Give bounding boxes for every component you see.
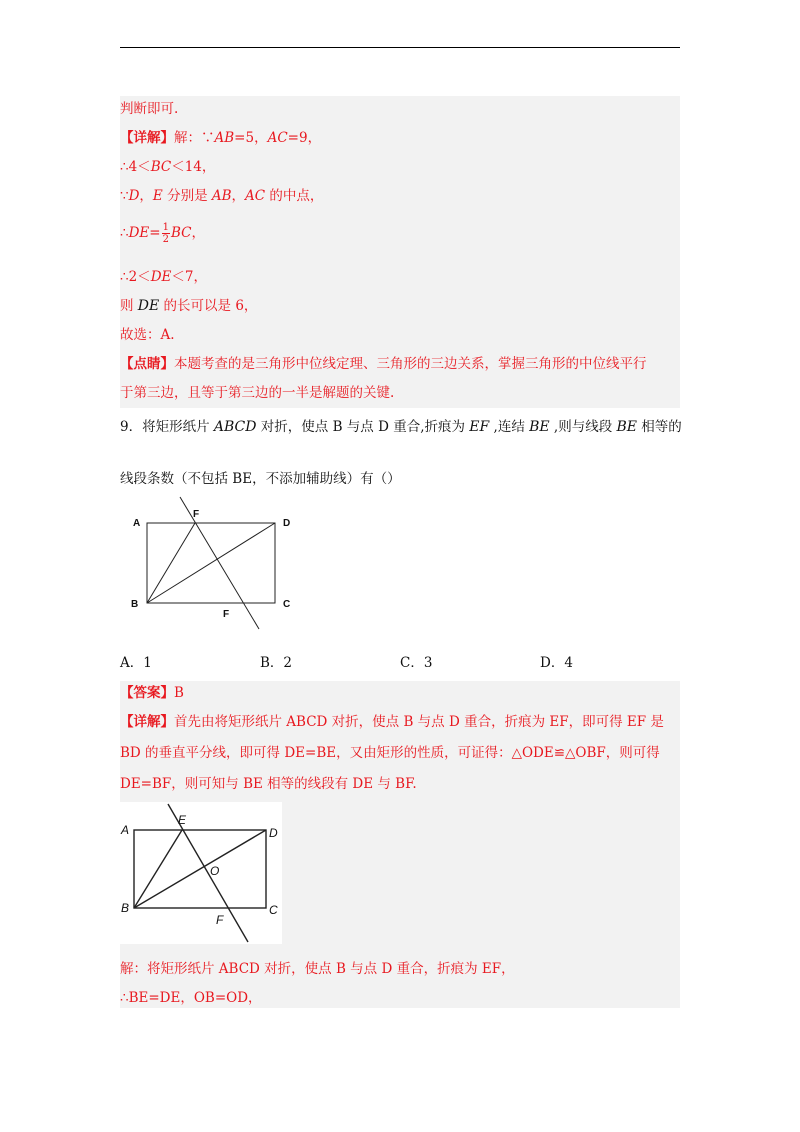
label-b-2: B (121, 901, 130, 915)
question-9-line-2: 线段条数（不包括 BE，不添加辅助线）有（） (120, 471, 401, 487)
answer-line (120, 684, 184, 702)
solution-line-2: 【详解】解：∵AB=5，AC=9， (120, 130, 322, 146)
label-e: E (178, 813, 187, 827)
fold-line (180, 497, 259, 629)
segment-bf-top (147, 523, 195, 603)
comment-tag: 【点睛】 (120, 356, 174, 372)
solution-line-4: ∵D，E 分别是 AB，AC 的中点， (120, 188, 324, 204)
answer-solution-line-2: ∴BE=DE，OB=OD， (120, 990, 262, 1006)
label-f: F (216, 913, 224, 927)
answer-detail-line-1: 【详解】首先由将矩形纸片 ABCD 对折，使点 B 与点 D 重合，折痕为 EF，即可得 EF 是 (120, 714, 664, 730)
answer-figure (120, 802, 282, 944)
solution-line-9: 【点睛】本题考查的是三角形中位线定理、三角形的三边关系，掌握三角形的中位线平行 (120, 356, 647, 372)
label-d: D (283, 518, 291, 529)
answer-value: B (174, 685, 184, 701)
choice-a: A．1 (120, 655, 152, 671)
answer-detail-line-3: DE=BF，则可知与 BE 相等的线段有 DE 与 BF. (120, 776, 417, 792)
label-c: C (283, 599, 291, 610)
solution-line-8: 故选：A. (120, 327, 175, 343)
question-9-line-1: 9．将矩形纸片 ABCD 对折，使点 B 与点 D 重合,折痕为 EF ,连结 BE ,则与线段 BE 相等的 (120, 419, 682, 435)
solution-line-6: ∴2＜DE＜7， (120, 269, 207, 285)
label-a: A (133, 518, 141, 529)
solution-line-10: 于第三边，且等于第三边的一半是解题的关键. (120, 385, 395, 401)
answer-detail-line-2: BD 的垂直平分线，即可得 DE=BE，又由矩形的性质，可证得：△ODE≌△OBF，则可得 (120, 745, 660, 761)
solution-line-3: ∴4＜BC＜14， (120, 159, 216, 175)
label-a-2: A (121, 823, 130, 837)
question-figure (125, 495, 310, 635)
answer-detail-tag: 【详解】 (120, 714, 174, 730)
label-o: O (210, 864, 220, 878)
solution-line-7: 则 DE 的长可以是 6， (120, 298, 258, 314)
diagonal-bd (147, 523, 275, 603)
answer-solution-line-1: 解：将矩形纸片 ABCD 对折，使点 B 与点 D 重合，折痕为 EF， (120, 961, 515, 977)
label-d-2: D (269, 826, 278, 840)
solution-line-1: 判断即可. (120, 101, 179, 117)
fraction-one-half: $\frac{1}{2}$ (162, 222, 169, 245)
solution-line-5: ∴DE= $\frac{1}{2}$ BC， (120, 222, 205, 245)
label-f-bottom: F (223, 609, 230, 620)
choice-b: B．2 (260, 655, 293, 671)
header-rule (120, 47, 680, 48)
detail-tag: 【详解】 (120, 130, 174, 146)
label-b: B (131, 599, 139, 610)
answer-tag: 【答案】 (120, 685, 174, 701)
label-f-top: F (193, 509, 200, 520)
choice-d: D．4 (540, 655, 573, 671)
choice-c: C．3 (400, 655, 433, 671)
label-c-2: C (269, 903, 278, 917)
